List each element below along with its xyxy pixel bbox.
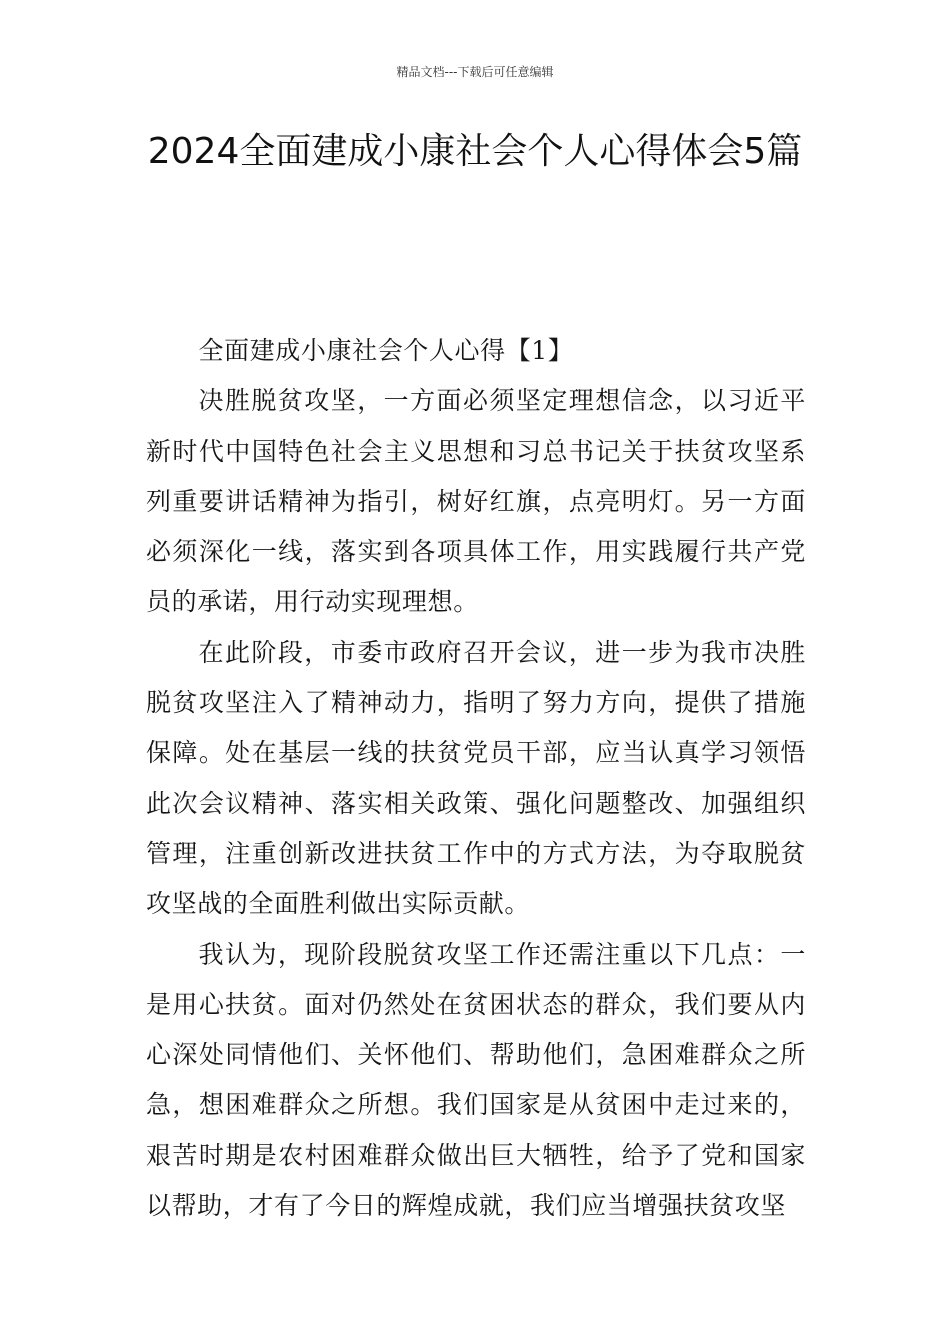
page-header: 精品文档---下载后可任意编辑 [396,65,554,79]
document-body [146,326,806,1231]
paragraph-2: 在此阶段，市委市政府召开会议，进一步为我市决胜脱贫攻坚注入了精神动力，指明了努力方向，提供了措施保障。处在基层一线的扶贫党员干部，应当认真学习领悟此次会议精神、落实相关政策、强化问题整改、加强组织管理，注重创新改进扶贫工作中的方式方法，为夺取脱贫攻坚战的全面胜利做出实际贡献。 [146,637,806,919]
document-title: 2024全面建成小康社会个人心得体会5篇 [147,131,803,172]
paragraph-1: 决胜脱贫攻坚，一方面必须坚定理想信念，以习近平新时代中国特色社会主义思想和习总书记关于扶贫攻坚系列重要讲话精神为指引，树好红旗，点亮明灯。另一方面必须深化一线，落实到各项具体工作，用实践履行共产党员的承诺，用行动实现理想。 [146,386,806,617]
paragraph-3: 我认为，现阶段脱贫攻坚工作还需注重以下几点：一是用心扶贫。面对仍然处在贫困状态的群众，我们要从内心深处同情他们、关怀他们、帮助他们，急困难群众之所急，想困难群众之所想。我们国家是从贫困中走过来的，艰苦时期是农村困难群众做出巨大牺牲，给予了党和国家以帮助，才有了今日的辉煌成就，我们应当增强扶贫攻坚 [146,939,806,1221]
section-heading: 全面建成小康社会个人心得【1】 [198,336,574,365]
